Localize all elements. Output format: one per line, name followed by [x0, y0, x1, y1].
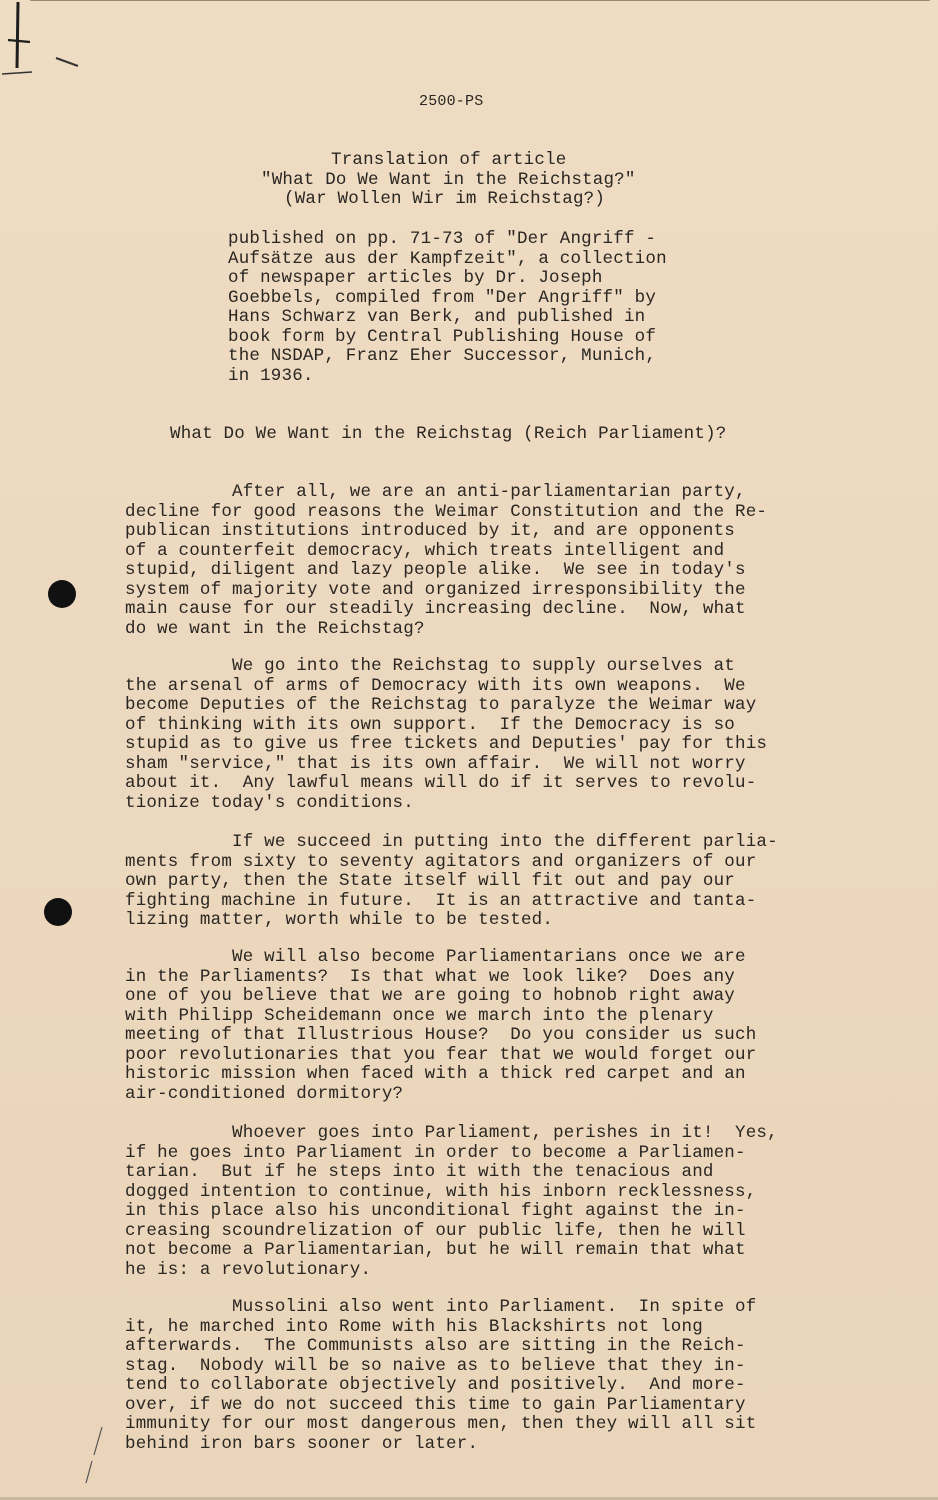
punch-hole [48, 580, 76, 608]
margin-pencil-mark [80, 1425, 110, 1485]
paragraph: Mussolini also went into Parliament. In spite of it, he marched into Rome with his Blackshirts not long afterwards. The Communists also are sitting in the Reich- stag. Nobody will be so naive as to believe that they in- tend to collaborate objectively and positively. And more- over, if we do not succeed this time to gain Parliamentary immunity for our most dangerous men, then they will all sit behind iron bars sooner or later. [125, 1297, 757, 1454]
corner-pencil-mark [0, 0, 90, 90]
title-line-1: Translation of article [331, 150, 567, 170]
article-heading: What Do We Want in the Reichstag (Reich Parliament)? [170, 424, 727, 444]
top-edge-line [30, 0, 930, 1]
publication-note: published on pp. 71-73 of "Der Angriff - Aufsätze aus der Kampfzeit", a collection of newspaper articles by Dr. Joseph Goebbels, compiled from "Der Angriff" by Hans Schwarz van Berk, and published in book form by Central Publishing House of the NSDAP, Franz Eher Successor, Munich, in 1936. [228, 229, 667, 386]
title-line-2: "What Do We Want in the Reichstag?" [261, 170, 636, 190]
punch-hole [44, 898, 72, 926]
paragraph: Whoever goes into Parliament, perishes in it! Yes, if he goes into Parliament in order to become a Parliamen- tarian. But if he steps into it with the tenacious and dogged intention to continue, with his inborn recklessness, in this place also his unconditional fight against the in- creasing scoundrelization of our public life, then he will not become a Parliamentarian, but he will remain that what he is: a revolutionary. [125, 1123, 778, 1280]
paragraph: We will also become Parliamentarians once we are in the Parliaments? Is that what we look like? Does any one of you believe that we are going to hobnob right away with Philipp Scheidemann once we march into the plenary meeting of that Illustrious House? Do you consider us such poor revolutionaries that you fear that we would forget our historic mission when faced with a thick red carpet and an air-conditioned dormitory? [125, 947, 757, 1104]
document-number: 2500-PS [419, 93, 484, 110]
paragraph: If we succeed in putting into the different parlia- ments from sixty to seventy agitators and organizers of our own party, then the State itself will fit out and pay our fighting machine in future. It is an attractive and tanta- lizing matter, worth while to be tested. [125, 832, 778, 930]
paragraph: After all, we are an anti-parliamentarian party, decline for good reasons the Weimar Constitution and the Re- publican institutions introduced by it, and are opponents of a counterfeit democracy, which treats intelligent and stupid, diligent and lazy people alike. We see in today's system of majority vote and organized irresponsibility the main cause for our steadily increasing decline. Now, what do we want in the Reichstag? [125, 482, 768, 639]
paragraph: We go into the Reichstag to supply ourselves at the arsenal of arms of Democracy with its own weapons. We become Deputies of the Reichstag to paralyze the Weimar way of thinking with its own support. If the Democracy is so stupid as to give us free tickets and Deputies' pay for this sham "service," that is its own affair. We will not worry about it. Any lawful means will do if it serves to revolu- tionize today's conditions. [125, 656, 768, 813]
title-line-3: (War Wollen Wir im Reichstag?) [284, 189, 606, 209]
